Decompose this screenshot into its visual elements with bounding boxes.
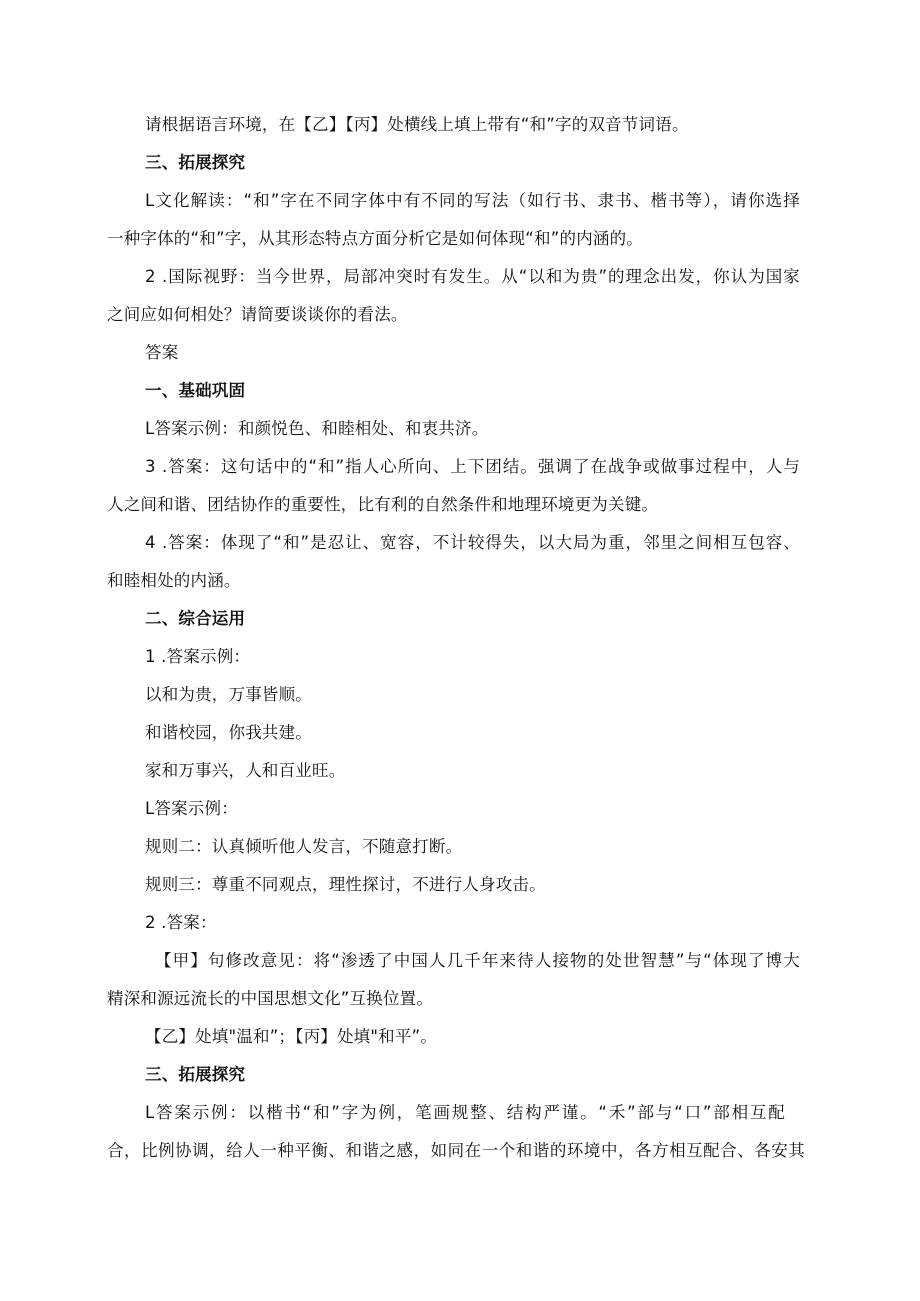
answer-3-line-2: 人之间和谐、团结协作的重要性，比有利的自然条件和地理环境更为关键。 bbox=[107, 495, 659, 514]
section-heading-application: 二、综合运用 bbox=[145, 609, 246, 628]
slogan-line: 以和为贵，万事皆顺。 bbox=[145, 685, 312, 704]
answer-line: 2 .答案： bbox=[145, 913, 217, 932]
question-international-line-2: 之间应如何相处？请简要谈谈你的看法。 bbox=[107, 305, 408, 324]
answer-3-line-1: 3 .答案：这句话中的“和”指人心所向、上下团结。强调了在战争或做事过程中，人与 bbox=[145, 457, 800, 476]
slogan-line: 和谐校园，你我共建。 bbox=[145, 723, 312, 742]
answer-calligraphy-line-2: 合，比例协调，给人一种平衡、和谐之感，如同在一个和谐的环境中，各方相互配合、各安其 bbox=[107, 1141, 805, 1160]
instruction-line: 请根据语言环境，在【乙】【丙】处横线上填上带有“和”字的双音节词语。 bbox=[145, 115, 689, 134]
answer-calligraphy-line-1: L答案示例：以楷书“和”字为例，笔画规整、结构严谨。“禾”部与“口”部相互配 bbox=[145, 1103, 785, 1122]
answer-heading: 答案 bbox=[145, 343, 179, 362]
section-heading-extension: 三、拓展探究 bbox=[145, 1065, 246, 1084]
question-international-line-1: 2 .国际视野：当今世界，局部冲突时有发生。从“以和为贵”的理念出发，你认为国家 bbox=[145, 267, 800, 286]
question-culture-line-2: 一种字体的“和”字，从其形态特点方面分析它是如何体现“和”的内涵的。 bbox=[107, 229, 643, 248]
section-heading-basics: 一、基础巩固 bbox=[145, 381, 246, 400]
revision-line-2: 精深和源远流长的中国思想文化”互换位置。 bbox=[107, 989, 434, 1008]
section-heading-extension: 三、拓展探究 bbox=[145, 153, 246, 172]
revision-line-1: 【甲】句修改意见：将“渗透了中国人几千年来待人接物的处世智慧”与“体现了博大 bbox=[155, 951, 800, 970]
answer-4-line-1: 4 .答案：体现了“和”是忍让、宽容，不计较得失，以大局为重，邻里之间相互包容、 bbox=[145, 533, 800, 552]
slogan-line: 家和万事兴，人和百业旺。 bbox=[145, 761, 346, 780]
rule-line: 规则二：认真倾听他人发言，不随意打断。 bbox=[145, 837, 463, 856]
answer-4-line-2: 和睦相处的内涵。 bbox=[107, 571, 241, 590]
question-culture-line-1: L文化解读：“和”字在不同字体中有不同的写法（如行书、隶书、楷书等），请你选择 bbox=[145, 191, 800, 210]
fill-answer-line: 【乙】处填"温和”；【丙】处填"和平”。 bbox=[145, 1027, 438, 1046]
rule-line: 规则三：尊重不同观点，理性探讨，不进行人身攻击。 bbox=[145, 875, 546, 894]
answer-line: 1 .答案示例： bbox=[145, 647, 251, 666]
answer-line: L答案示例： bbox=[145, 799, 238, 818]
answer-line: L答案示例：和颜悦色、和睦相处、和衷共济。 bbox=[145, 419, 489, 438]
